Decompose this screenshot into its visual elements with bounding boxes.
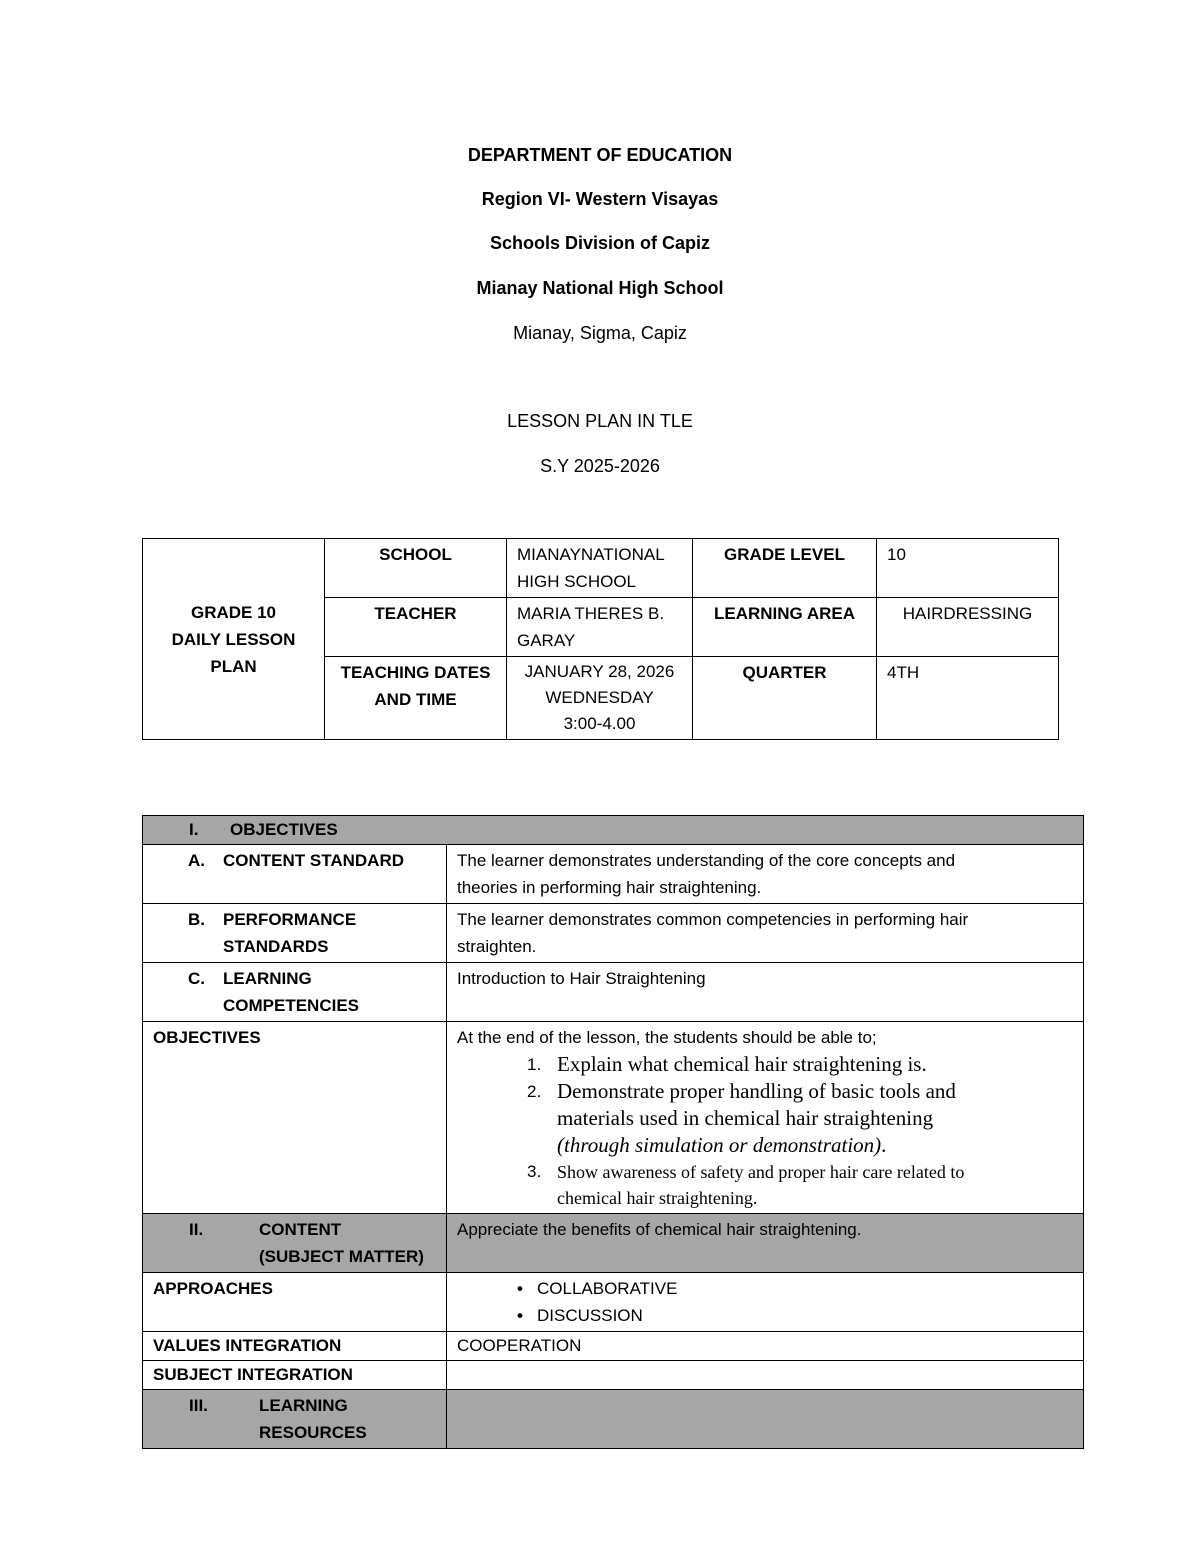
- school-value: [507, 539, 693, 598]
- item-label: LEARNING: [223, 969, 312, 988]
- objectives-header-row: [143, 816, 1084, 845]
- objectives-intro: At the end of the lesson, the students should be able to;: [457, 1028, 877, 1047]
- objectives-label: OBJECTIVES: [143, 1022, 447, 1214]
- approaches-value: [447, 1273, 1084, 1332]
- approaches-label: APPROACHES: [143, 1273, 447, 1332]
- objective-number: 3.: [527, 1162, 542, 1181]
- section-number: II.: [189, 1220, 204, 1239]
- values-integration-value: COOPERATION: [447, 1332, 1084, 1361]
- learning-area-label: LEARNING AREA: [693, 598, 877, 657]
- section-number: III.: [189, 1396, 208, 1415]
- learning-resources-value: [447, 1390, 1084, 1449]
- text-line: The learner demonstrates common competencies in performing hair: [457, 910, 969, 929]
- item-label: CONTENT STANDARD: [223, 851, 405, 870]
- subject-integration-row: [143, 1361, 1084, 1390]
- objectives-row: [143, 1022, 1084, 1214]
- learning-competencies-value: Introduction to Hair Straightening: [447, 963, 1084, 1022]
- department-title: DEPARTMENT OF EDUCATION: [467, 145, 733, 165]
- approach-text: DISCUSSION: [537, 1306, 643, 1325]
- learning-competencies-row: [143, 963, 1084, 1022]
- objective-text: Show awareness of safety and proper hair care related to: [557, 1162, 965, 1182]
- objective-text: materials used in chemical hair straightening: [557, 1106, 934, 1130]
- school-value-line: HIGH SCHOOL: [517, 572, 637, 591]
- school-address: Mianay, Sigma, Capiz: [513, 323, 687, 343]
- approach-text: COLLABORATIVE: [537, 1279, 678, 1298]
- section-title: OBJECTIVES: [230, 820, 338, 839]
- objectives-header: [143, 816, 1084, 845]
- section-title: LEARNING: [259, 1396, 348, 1415]
- quarter-value: 4TH: [877, 657, 1059, 740]
- teacher-value: [507, 598, 693, 657]
- objective-text: Explain what chemical hair straightening is.: [557, 1052, 927, 1076]
- teaching-time: 3:00-4.00: [563, 714, 636, 733]
- content-standard-value: [447, 845, 1084, 904]
- content-row: [143, 1214, 1084, 1273]
- dlp-title-line: DAILY LESSON: [171, 629, 296, 649]
- objective-text: Demonstrate proper handling of basic tools and: [557, 1079, 956, 1103]
- objective-number: 1.: [527, 1055, 542, 1074]
- item-letter: C.: [188, 969, 205, 988]
- item-letter: B.: [188, 910, 205, 929]
- learning-resources-label: [143, 1390, 447, 1449]
- performance-standards-row: [143, 904, 1084, 963]
- objectives-list: [457, 1051, 1073, 1211]
- approaches-row: [143, 1273, 1084, 1332]
- dlp-title-line: PLAN: [210, 656, 257, 676]
- text-line: theories in performing hair straightening.: [457, 878, 762, 897]
- objectives-value: [447, 1022, 1084, 1214]
- subject-integration-value: [447, 1361, 1084, 1390]
- teaching-dates-label: [325, 657, 507, 740]
- approach-item: [517, 1275, 1073, 1302]
- grade-level-value: 10: [877, 539, 1059, 598]
- section-title: RESOURCES: [259, 1423, 367, 1442]
- learning-resources-row: [143, 1390, 1084, 1449]
- approach-item: [517, 1302, 1073, 1329]
- section-title: (SUBJECT MATTER): [259, 1247, 424, 1266]
- text-line: straighten.: [457, 937, 537, 956]
- objective-item: [527, 1159, 1073, 1211]
- division-title: Schools Division of Capiz: [489, 233, 711, 253]
- learning-competencies-label: [143, 963, 447, 1022]
- section-title: CONTENT: [259, 1220, 342, 1239]
- teacher-value-line: MARIA THERES B.: [517, 604, 665, 623]
- values-integration-row: [143, 1332, 1084, 1361]
- objective-text: chemical hair straightening.: [557, 1188, 758, 1208]
- teaching-dates-label-line: AND TIME: [374, 690, 457, 709]
- school-value-line: MIANAYNATIONAL: [517, 545, 665, 564]
- lesson-plan-title: LESSON PLAN IN TLE: [507, 411, 693, 431]
- objective-item: [527, 1078, 1073, 1159]
- grade-level-label: GRADE LEVEL: [693, 539, 877, 598]
- school-year: S.Y 2025-2026: [540, 456, 660, 476]
- subject-integration-label: SUBJECT INTEGRATION: [143, 1361, 447, 1390]
- section-number: I.: [189, 820, 199, 839]
- lesson-plan-table: [142, 815, 1084, 1449]
- approaches-list: [457, 1275, 1073, 1329]
- content-value: Appreciate the benefits of chemical hair straightening.: [447, 1214, 1084, 1273]
- school-title: Mianay National High School: [476, 278, 724, 298]
- values-integration-label: VALUES INTEGRATION: [143, 1332, 447, 1361]
- performance-standards-value: [447, 904, 1084, 963]
- objective-item: [527, 1051, 1073, 1078]
- dlp-title-cell: [143, 539, 325, 740]
- teaching-date: JANUARY 28, 2026: [524, 662, 675, 681]
- content-standard-label: [143, 845, 447, 904]
- item-label: COMPETENCIES: [223, 996, 360, 1015]
- item-letter: A.: [188, 851, 205, 870]
- region-title: Region VI- Western Visayas: [481, 189, 719, 209]
- lesson-info-table: [142, 538, 1059, 740]
- bullet-icon: •: [517, 1306, 523, 1325]
- content-label: [143, 1214, 447, 1273]
- objective-number: 2.: [527, 1082, 542, 1101]
- quarter-label: QUARTER: [693, 657, 877, 740]
- teacher-label: TEACHER: [325, 598, 507, 657]
- performance-standards-label: [143, 904, 447, 963]
- teaching-day: WEDNESDAY: [545, 688, 654, 707]
- learning-area-value: HAIRDRESSING: [877, 598, 1059, 657]
- objective-text: .: [881, 1133, 887, 1157]
- teaching-dates-label-line: TEACHING DATES: [340, 663, 491, 682]
- text-line: The learner demonstrates understanding of the core concepts and: [457, 851, 956, 870]
- teaching-dates-value: [507, 657, 693, 740]
- bullet-icon: •: [517, 1279, 523, 1298]
- item-label: PERFORMANCE: [223, 910, 357, 929]
- dlp-title-line: GRADE 10: [190, 602, 277, 622]
- objective-text-italic: (through simulation or demonstration): [557, 1133, 882, 1157]
- item-label: STANDARDS: [223, 937, 329, 956]
- content-standard-row: [143, 845, 1084, 904]
- teacher-value-line: GARAY: [517, 631, 576, 650]
- school-label: SCHOOL: [325, 539, 507, 598]
